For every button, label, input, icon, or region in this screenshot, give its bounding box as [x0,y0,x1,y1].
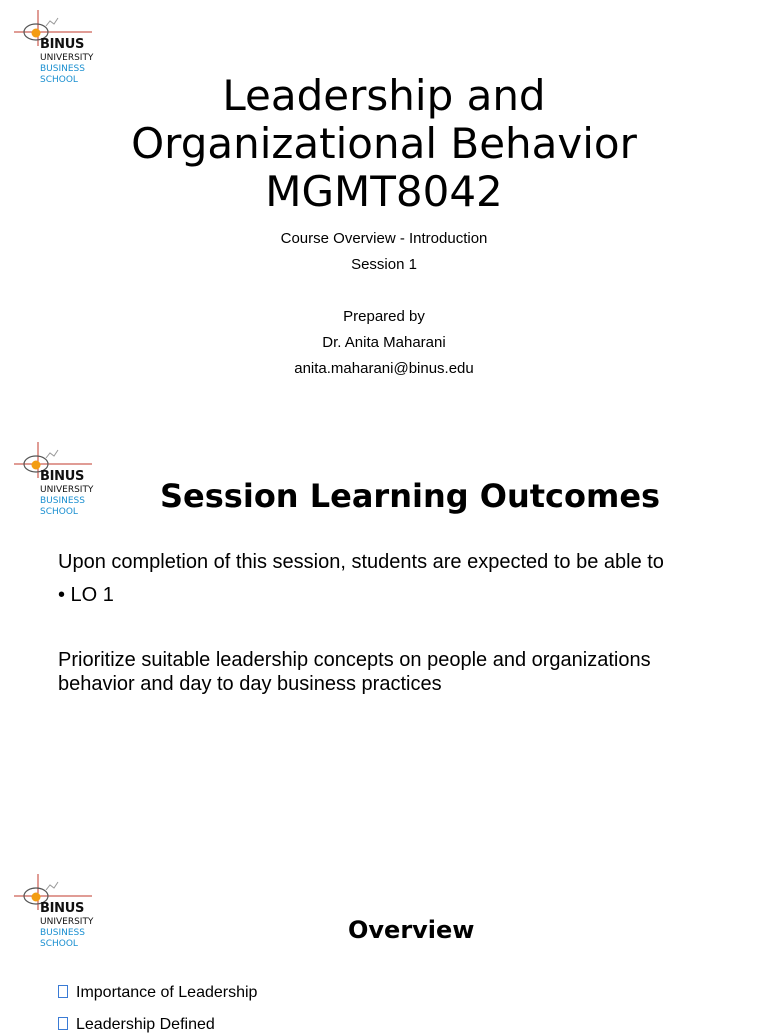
logo-text-business: BUSINESS [40,496,85,506]
title-line-2: Organizational Behavior [131,119,637,168]
outcome-bullet: • LO 1 [58,584,114,606]
session-label: Session 1 [351,256,417,273]
logo-text-university: UNIVERSITY [40,53,94,63]
binus-logo [12,874,102,954]
logo-text-school: SCHOOL [40,75,78,85]
logo-text-business: BUSINESS [40,64,85,74]
title-line-1: Leadership and [222,71,546,120]
outcome-text-line-1: Prioritize suitable leadership concepts on people and organizations [58,649,651,671]
list-item [58,1015,215,1035]
logo-text-business: BUSINESS [40,928,85,938]
logo-text-university: UNIVERSITY [40,917,94,927]
title-line-3: MGMT8042 [265,167,503,216]
list-item-label: Leadership Defined [76,1016,215,1033]
logo-text-binus: BINUS [40,901,85,916]
course-subtitle: Course Overview - Introduction [280,230,488,247]
logo-text-binus: BINUS [40,469,85,484]
author-name: Dr. Anita Maharani [322,334,446,351]
bullet-icon [58,985,68,998]
slide-learning-outcomes [0,432,768,864]
slide-heading: Session Learning Outcomes [160,477,661,515]
bullet-icon [58,1017,68,1030]
slide-title [0,0,768,432]
author-email: anita.maharani@binus.edu [294,360,474,377]
logo-text-university: UNIVERSITY [40,485,94,495]
list-item [58,983,257,1003]
outcomes-intro: Upon completion of this session, students are expected to be able to [58,551,664,573]
logo-text-school: SCHOOL [40,939,78,949]
logo-text-binus: BINUS [40,37,85,52]
slide-overview [0,864,768,1033]
slide-heading: Overview [348,916,475,944]
list-item-label: Importance of Leadership [76,984,258,1001]
binus-logo [12,442,102,522]
outcome-text-line-2: behavior and day to day business practices [58,673,442,695]
logo-text-school: SCHOOL [40,507,78,517]
page-title [0,72,768,216]
prepared-by-label: Prepared by [343,308,425,325]
